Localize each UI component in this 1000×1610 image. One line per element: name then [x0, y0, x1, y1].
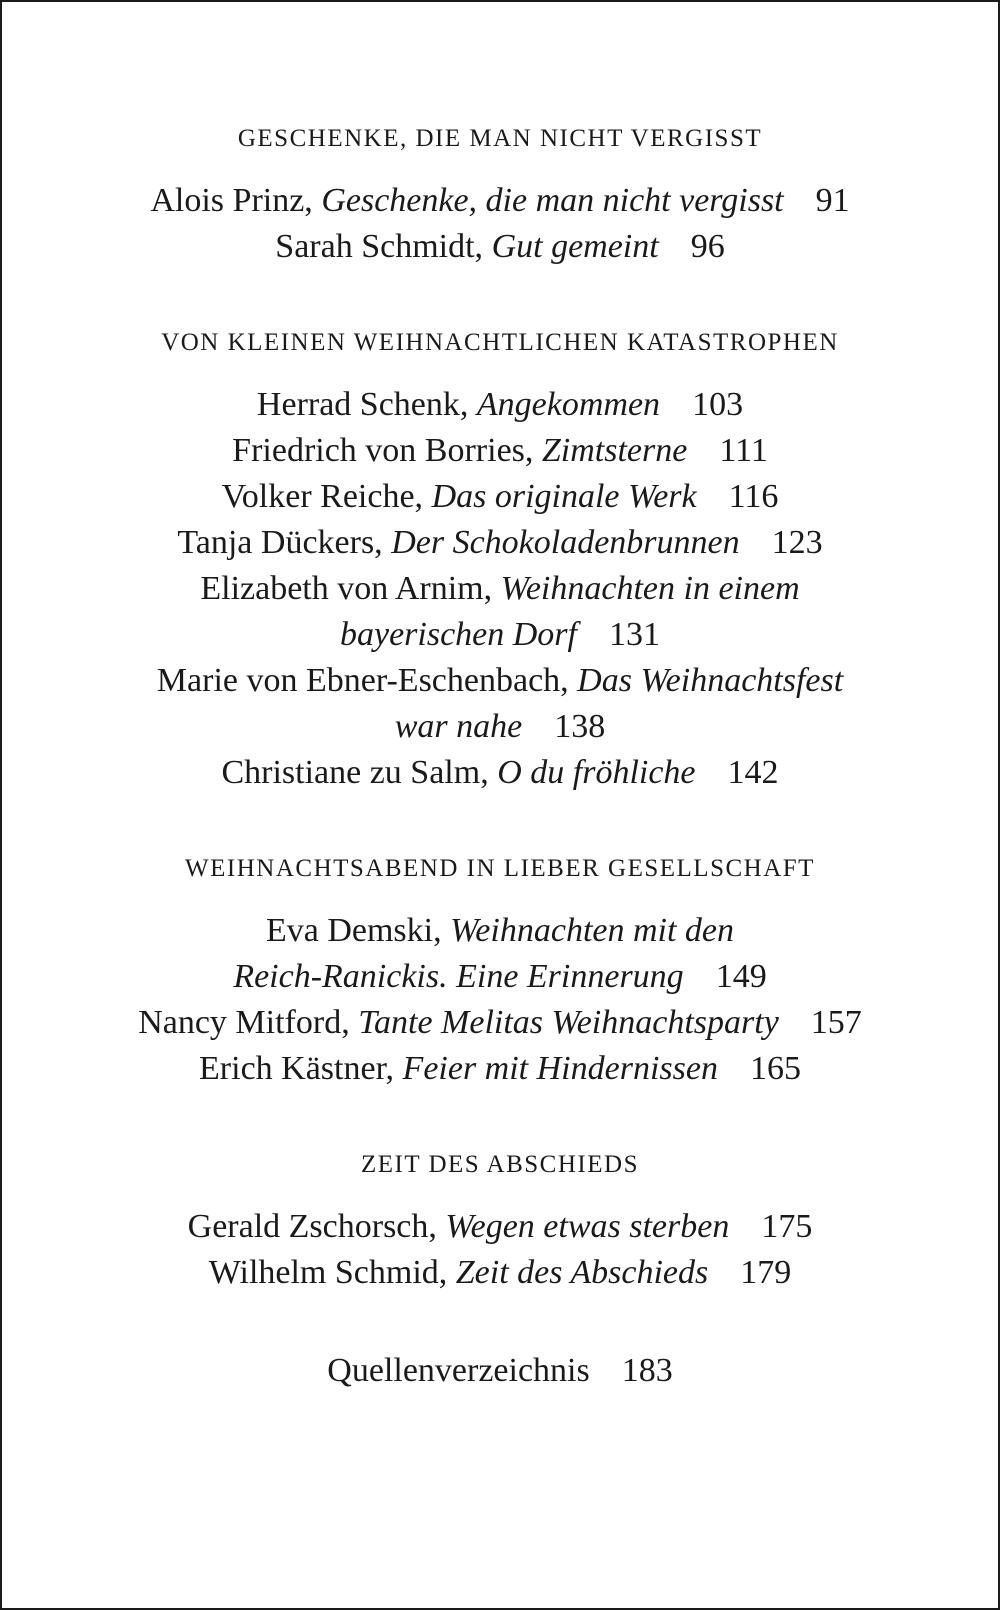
entry-author: Christiane zu Salm, — [221, 754, 489, 791]
entry-author: Wilhelm Schmid, — [208, 1254, 448, 1291]
entry-title: Angekommen — [476, 386, 661, 423]
section-heading: ZEIT DES ABSCHIEDS — [361, 1151, 639, 1178]
toc-entry[interactable] — [2, 1046, 998, 1092]
toc-entry[interactable] — [2, 474, 998, 520]
entry-page-number: 165 — [749, 1050, 801, 1087]
entry-author: Marie von Ebner-Eschenbach, — [156, 662, 569, 699]
entry-page-number: 116 — [728, 478, 779, 515]
toc-entry[interactable] — [2, 382, 998, 428]
entry-line — [2, 566, 998, 612]
section-katastrophen — [2, 326, 998, 796]
entry-line — [2, 658, 998, 704]
entry-line — [2, 704, 998, 750]
entry-page-number: 138 — [554, 708, 606, 745]
toc-entry[interactable] — [2, 566, 998, 658]
entry-title: Zimtsterne — [541, 432, 688, 469]
entry-title: Zeit des Abschieds — [455, 1254, 709, 1291]
entry-page-number: 175 — [761, 1208, 813, 1245]
entry-author: Alois Prinz, — [150, 182, 313, 219]
entry-title: Gut gemeint — [491, 228, 659, 265]
entry-author: Erich Kästner, — [199, 1050, 395, 1087]
entry-author: Friedrich von Borries, — [232, 432, 534, 469]
toc-entry[interactable] — [2, 1204, 998, 1250]
entry-author: Eva Demski, — [265, 912, 442, 949]
entry-page-number: 123 — [771, 524, 823, 561]
entry-page-number: 157 — [810, 1004, 862, 1041]
entry-title: Wegen etwas sterben — [445, 1208, 730, 1245]
entry-line — [2, 612, 998, 658]
entry-author: Gerald Zschorsch, — [187, 1208, 437, 1245]
toc-entry[interactable] — [2, 1250, 998, 1296]
entry-list — [2, 1204, 998, 1296]
entry-page-number: 149 — [715, 958, 767, 995]
toc-entry[interactable] — [2, 178, 998, 224]
toc-entry[interactable] — [2, 224, 998, 270]
entry-title-line-1: Das Weihnachtsfest — [577, 662, 844, 699]
entry-title-line-1: Weihnachten mit den — [450, 912, 735, 949]
section-heading: VON KLEINEN WEIHNACHTLICHEN KATASTROPHEN — [161, 329, 839, 356]
toc-entry[interactable] — [2, 658, 998, 750]
entry-page-number: 131 — [609, 616, 660, 653]
section-weihnachtsabend — [2, 852, 998, 1092]
entry-title: Geschenke, die man nicht vergisst — [321, 182, 784, 219]
entry-line — [2, 954, 998, 1000]
entry-list — [2, 382, 998, 796]
entry-title: Das originale Werk — [431, 478, 697, 515]
entry-author: Volker Reiche, — [221, 478, 424, 515]
entry-page-number: 111 — [719, 432, 768, 469]
entry-line — [2, 908, 998, 954]
entry-page-number: 142 — [727, 754, 779, 791]
entry-author: Tanja Dückers, — [177, 524, 383, 561]
entry-page-number: 103 — [692, 386, 744, 423]
toc-entry[interactable] — [2, 750, 998, 796]
toc-entry[interactable] — [2, 908, 998, 1000]
toc-entry-sources[interactable] — [2, 1348, 998, 1394]
entry-author: Sarah Schmidt, — [275, 228, 484, 265]
section-abschied — [2, 1148, 998, 1296]
sources-label: Quellenverzeichnis — [327, 1352, 590, 1389]
entry-title-line-2: Reich-Ranickis. Eine Erinnerung — [233, 958, 684, 995]
section-heading: GESCHENKE, DIE MAN NICHT VERGISST — [237, 125, 763, 152]
entry-author: Elizabeth von Arnim, — [200, 570, 493, 607]
entry-title-line-1: Weihnachten in einem — [500, 570, 800, 607]
entry-author: Herrad Schenk, — [256, 386, 469, 423]
entry-title: O du fröhliche — [497, 754, 696, 791]
entry-title: Der Schokoladenbrunnen — [391, 524, 740, 561]
entry-title-line-2: war nahe — [394, 708, 523, 745]
entry-page-number: 183 — [621, 1352, 673, 1389]
entry-title: Feier mit Hindernissen — [402, 1050, 718, 1087]
section-geschenke — [2, 122, 998, 270]
entry-title-line-2: bayerischen Dorf — [339, 616, 577, 653]
toc-entry[interactable] — [2, 520, 998, 566]
entry-title: Tante Melitas Weihnachtsparty — [358, 1004, 779, 1041]
entry-page-number: 91 — [815, 182, 850, 219]
entry-list — [2, 908, 998, 1092]
entry-page-number: 179 — [740, 1254, 792, 1291]
entry-page-number: 96 — [690, 228, 725, 265]
section-heading: WEIHNACHTSABEND IN LIEBER GESELLSCHAFT — [185, 855, 815, 882]
toc-entry[interactable] — [2, 1000, 998, 1046]
entry-list — [2, 178, 998, 270]
toc-entry[interactable] — [2, 428, 998, 474]
entry-author: Nancy Mitford, — [138, 1004, 350, 1041]
